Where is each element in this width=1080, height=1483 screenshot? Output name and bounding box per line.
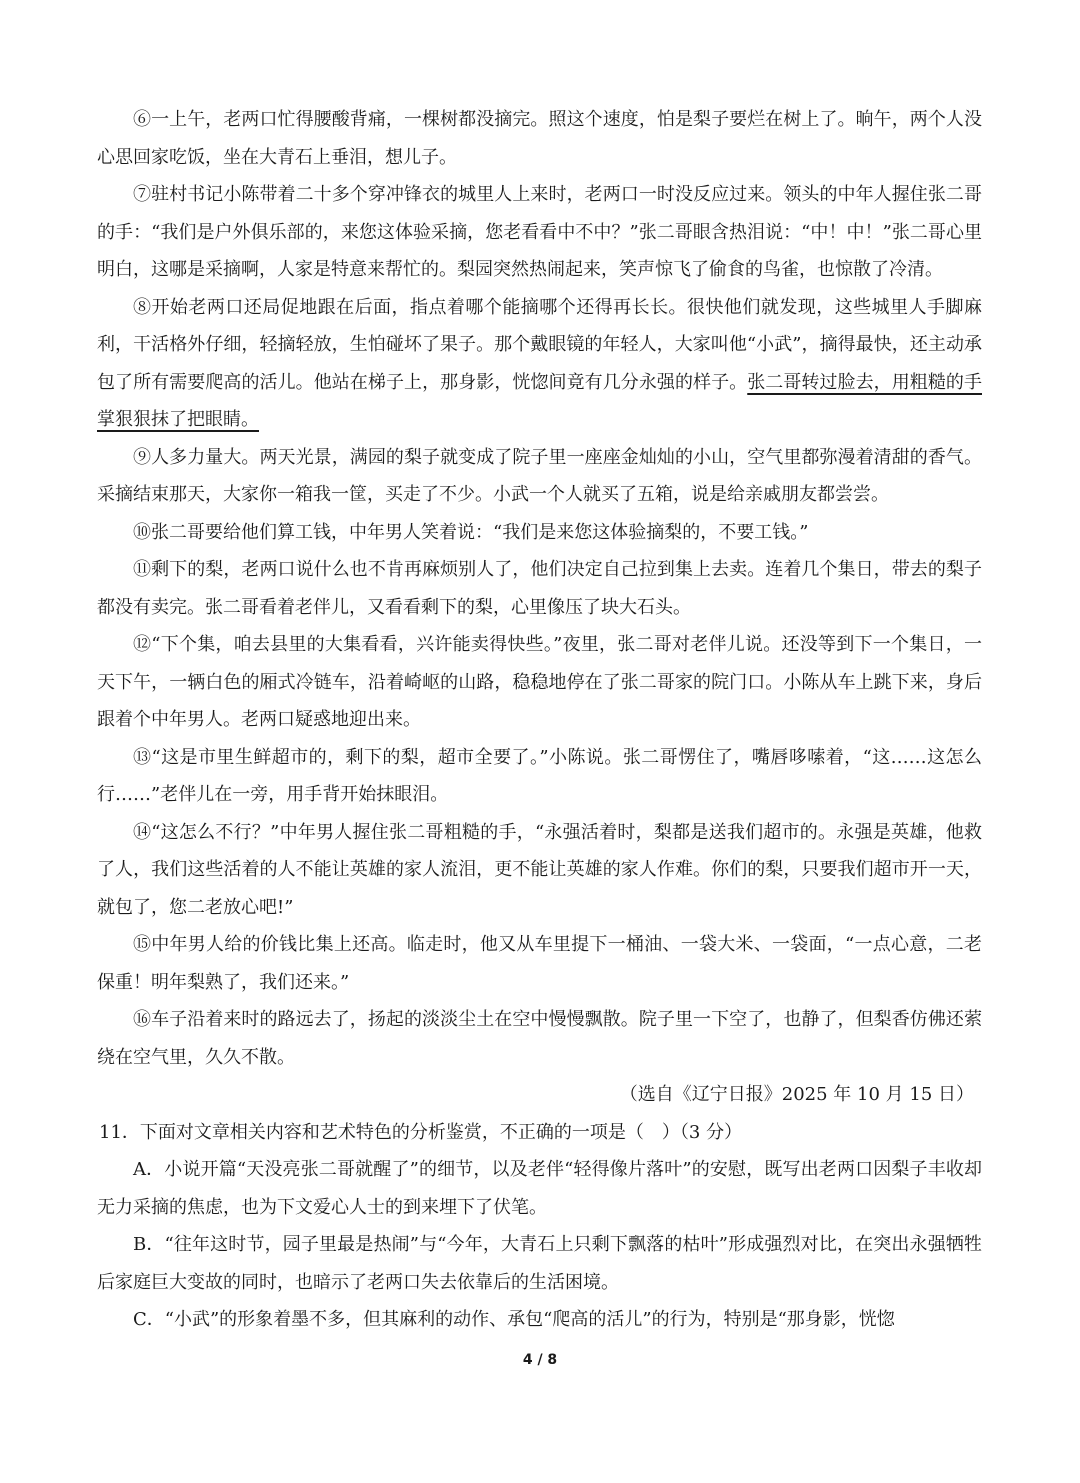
paragraph-11: ⑪剩下的梨，老两口说什么也不肯再麻烦别人了，他们决定自己拉到集上去卖。连着几个集日，带去的梨子都没有卖完。张二哥看着老伴儿，又看看剩下的梨，心里像压了块大石头。: [97, 559, 982, 618]
paragraph-10: ⑩张二哥要给他们算工钱，中年男人笑着说：“我们是来您这体验摘梨的，不要工钱。”: [133, 521, 809, 543]
source-citation: （选自《辽宁日报》2025 年 10 月 15 日）: [619, 1084, 974, 1105]
paragraph-12: ⑫“下个集，咱去县里的大集看看，兴许能卖得快些。”夜里，张二哥对老伴儿说。还没等到下一个集日，一天下午，一辆白色的厢式冷链车，沿着崎岖的山路，稳稳地停在了张二哥家的院门口。小陈从车上跳下来，身后跟着个中年男人。老两口疑惑地迎出来。: [97, 634, 982, 730]
page-number: 4 / 8: [522, 1352, 558, 1368]
paragraph-14: ⑭“这怎么不行？”中年男人握住张二哥粗糙的手，“永强活着时，梨都是送我们超市的。永强是英雄，他救了人，我们这些活着的人不能让英雄的家人流泪，更不能让英雄的家人作难。你们的梨，只要我们超市开一天，就包了，您二老放心吧!”: [97, 821, 982, 918]
paragraph-7: ⑦驻村书记小陈带着二十多个穿冲锋衣的城里人上来时，老两口一时没反应过来。领头的中年人握住张二哥的手：“我们是户外俱乐部的，来您这体验采摘，您老看看中不中？”张二哥眼含热泪说：“中！中！”张二哥心里明白，这哪是采摘啊，人家是特意来帮忙的。梨园突然热闹起来，笑声惊飞了偷食的鸟雀，也惊散了冷清。: [97, 184, 982, 280]
page-content: [97, 101, 982, 1339]
paragraph-16: ⑯车子沿着来时的路远去了，扬起的淡淡尘土在空中慢慢飘散。院子里一下空了，也静了，但梨香仿佛还萦绕在空气里，久久不散。: [97, 1009, 982, 1068]
paragraph-15: ⑮中年男人给的价钱比集上还高。临走时，他又从车里提下一桶油、一袋大米、一袋面，“一点心意，二老保重！明年梨熟了，我们还来。”: [97, 934, 982, 993]
paragraph-8-text: ⑧开始老两口还局促地跟在后面，指点着哪个能摘哪个还得再长长。很快他们就发现，这些城里人手脚麻利，干活格外仔细，轻摘轻放，生怕碰坏了果子。那个戴眼镜的年轻人，大家叫他“小武”，摘得最快，还主动承包了所有需要爬高的活儿。他站在梯子上，那身影，恍惚间竟有几分永强的样子。: [97, 296, 982, 393]
option-c: C．“小武”的形象着墨不多，但其麻利的动作、承包“爬高的活儿”的行为，特别是“那身影，恍惚: [133, 1309, 895, 1330]
paragraph-6: ⑥一上午，老两口忙得腰酸背痛，一棵树都没摘完。照这个速度，怕是梨子要烂在树上了。晌午，两个人没心思回家吃饭，坐在大青石上垂泪，想儿子。: [97, 109, 982, 168]
paragraph-8: [97, 289, 982, 439]
option-a: A．小说开篇“天没亮张二哥就醒了”的细节，以及老伴“轻得像片落叶”的安慰，既写出老两口因梨子丰收却无力采摘的焦虑，也为下文爱心人士的到来埋下了伏笔。: [97, 1159, 982, 1218]
option-b: B．“往年这时节，园子里最是热闹”与“今年，大青石上只剩下飘落的枯叶”形成强烈对比，在突出永强牺牲后家庭巨大变故的同时，也暗示了老两口失去依靠后的生活困境。: [97, 1234, 982, 1293]
paragraph-13: ⑬“这是市里生鲜超市的，剩下的梨，超市全要了。”小陈说。张二哥愣住了，嘴唇哆嗦着，“这……这怎么行……”老伴儿在一旁，用手背开始抹眼泪。: [97, 746, 982, 805]
paragraph-9: ⑨人多力量大。两天光景，满园的梨子就变成了院子里一座座金灿灿的小山，空气里都弥漫着清甜的香气。采摘结束那天，大家你一箱我一筐，买走了不少。小武一个人就买了五箱，说是给亲戚朋友都尝尝。: [97, 446, 982, 505]
underlined-sentence: 张二哥转过脸去，用粗糙的手掌狠狠抹了把眼睛。: [97, 371, 982, 430]
question-11-stem: 11．下面对文章相关内容和艺术特色的分析鉴赏，不正确的一项是（ ）（3 分）: [99, 1121, 743, 1143]
